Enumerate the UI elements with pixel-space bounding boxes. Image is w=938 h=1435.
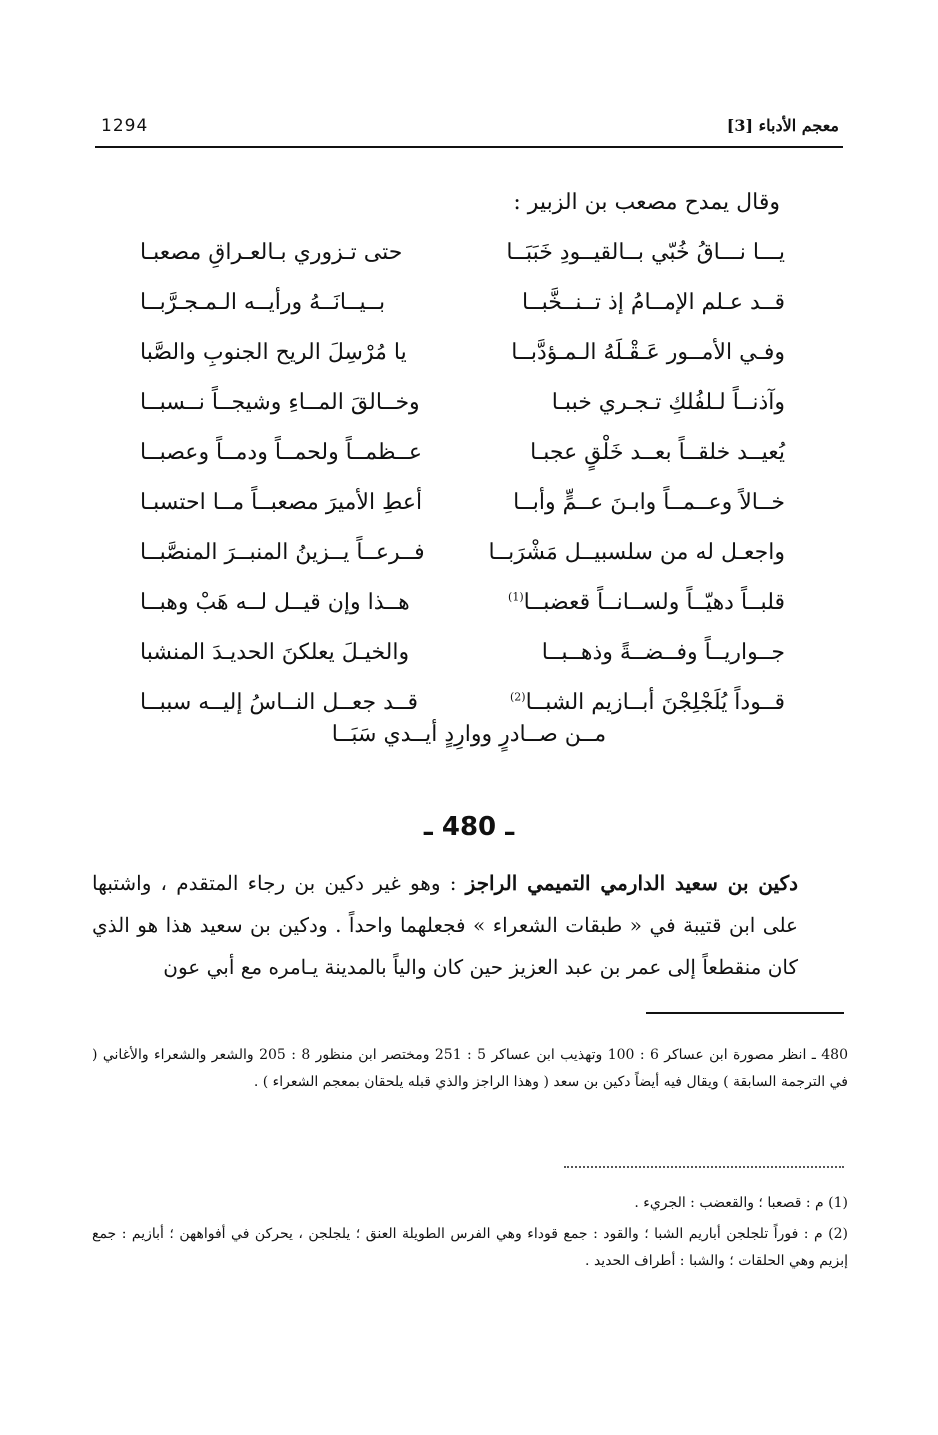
first-hemistich <box>510 690 785 715</box>
page-header <box>95 112 843 148</box>
first-hemistich: واجعـل له من سلسبيــل مَشْرَبــا <box>488 540 785 565</box>
entry-footnote: 480 ـ انظر مصورة ابن عساكر 6 : 100 وتهذيب ابن عساكر 5 : 251 ومختصر ابن منظور 8 : 205 والشعر والشعراء والأغاني ( في الترجمة السابقة ) ويقال فيه أيضاً دكين بن سعد ( وهذا الراجز والذي قبله يلحقان بمعجم الشعراء ) . <box>92 1047 848 1090</box>
second-hemistich: فــرعــاً يــزينُ المنبــرَ المنصَّبــا <box>140 540 425 565</box>
second-hemistich: هــذا وإن قيــل لــه هَبْ وهبــا <box>140 590 410 615</box>
verse <box>130 240 790 290</box>
entry-body <box>92 862 798 988</box>
second-hemistich: يا مُرْسِلَ الريح الجنوبِ والصَّبا <box>140 340 407 365</box>
first-hemistich: وآذنــاً لـلفُلكِ تـجـري خببـا <box>551 390 785 415</box>
footnote-marker[interactable]: (2) <box>510 690 526 704</box>
verse <box>130 640 790 690</box>
first-hemistich: يُعيــد خلقــاً بعــد خَلْقٍ عجبـا <box>530 440 785 465</box>
poem-intro: وقال يمدح مصعب بن الزبير : <box>513 190 780 215</box>
first-hemistich: يـــا نـــاقُ خُبّي بــالقيــودِ خَبَبَــا <box>506 240 785 265</box>
first-hemistich: خــالاً وعــمــاً وابـنَ عــمٍّ وأبــا <box>513 490 785 515</box>
second-hemistich: والخيـلَ يعلكنَ الحديـدَ المنشبا <box>140 640 410 665</box>
verse <box>130 340 790 390</box>
hemistich-text: قــوداً يُلَجْلِجْنَ أبــازيم الشبــا <box>525 690 785 715</box>
final-hemistich: مــن صــادرٍ ووارِدٍ أيــدي سَبَــا <box>331 722 607 747</box>
verse <box>130 290 790 340</box>
poem <box>130 240 790 740</box>
second-hemistich: بــيــانَــهُ ورأيــه الـمـجـرَّبــا <box>140 290 386 315</box>
verse <box>130 440 790 490</box>
hemistich-text: قلبــاً دهيّــاً ولســانــاً قعضبــا <box>523 590 785 615</box>
second-hemistich: قــد جعــل النــاسُ إليــه سببــا <box>140 690 419 715</box>
footnote-marker[interactable]: (1) <box>508 590 524 604</box>
running-title: معجم الأدباء [3] <box>726 116 839 135</box>
second-hemistich: حتى تـزوري بـالعـراقِ مصعبـا <box>140 240 403 265</box>
entry-text: : وهو غير دكين بن رجاء المتقدم ، واشتبها على ابن قتيبة في « طبقات الشعراء » فجعلهما واحداً . ودكين بن سعيد هذا هو الذي كان منقطعاً إلى عمر بن عبد العزيز حين كان والياً بالمدينة يـامره مع أبي عون <box>92 871 798 979</box>
verse <box>130 590 790 640</box>
entry-heading: دكين بن سعيد الدارمي التميمي الراجز <box>465 871 798 895</box>
verse <box>130 390 790 440</box>
first-hemistich: وفـي الأمــور عَـقْـلَهُ الـمـؤدَّبــا <box>511 340 785 365</box>
page-number: 1294 <box>101 116 149 136</box>
note-1: (1) م : قصعبا ؛ والقعضب : الجريء . <box>634 1195 848 1211</box>
notes <box>92 1190 848 1279</box>
verse <box>130 490 790 540</box>
note-2: (2) م : فوراً تلجلجن أباريم الشبا ؛ والقود : جمع قوداء وهي الفرس الطويلة العنق ؛ يلجلجن ، يحركن في أفواههن ؛ أبازيم : جمع إبزيم وهي الحلقات ؛ والشبا : أطراف الحديد . <box>92 1226 848 1269</box>
first-hemistich: قــد عـلم الإمــامُ إذ تــنــخَّبــا <box>522 290 785 315</box>
first-hemistich <box>508 590 785 615</box>
notes-divider <box>564 1166 844 1168</box>
footnote-rule <box>646 1012 844 1014</box>
second-hemistich: أعطِ الأميرَ مصعبــاً مــا احتسبـا <box>140 490 423 515</box>
verse <box>130 540 790 590</box>
second-hemistich: وخــالقَ المــاءِ وشيجــاً نــسبــا <box>140 390 420 415</box>
first-hemistich: جــواريــاً وفــضــةً وذهــبــا <box>541 640 785 665</box>
second-hemistich: عــظمــاً ولحمــاً ودمــاً وعصبــا <box>140 440 423 465</box>
entry-number: ـ 480 ـ <box>423 812 515 842</box>
